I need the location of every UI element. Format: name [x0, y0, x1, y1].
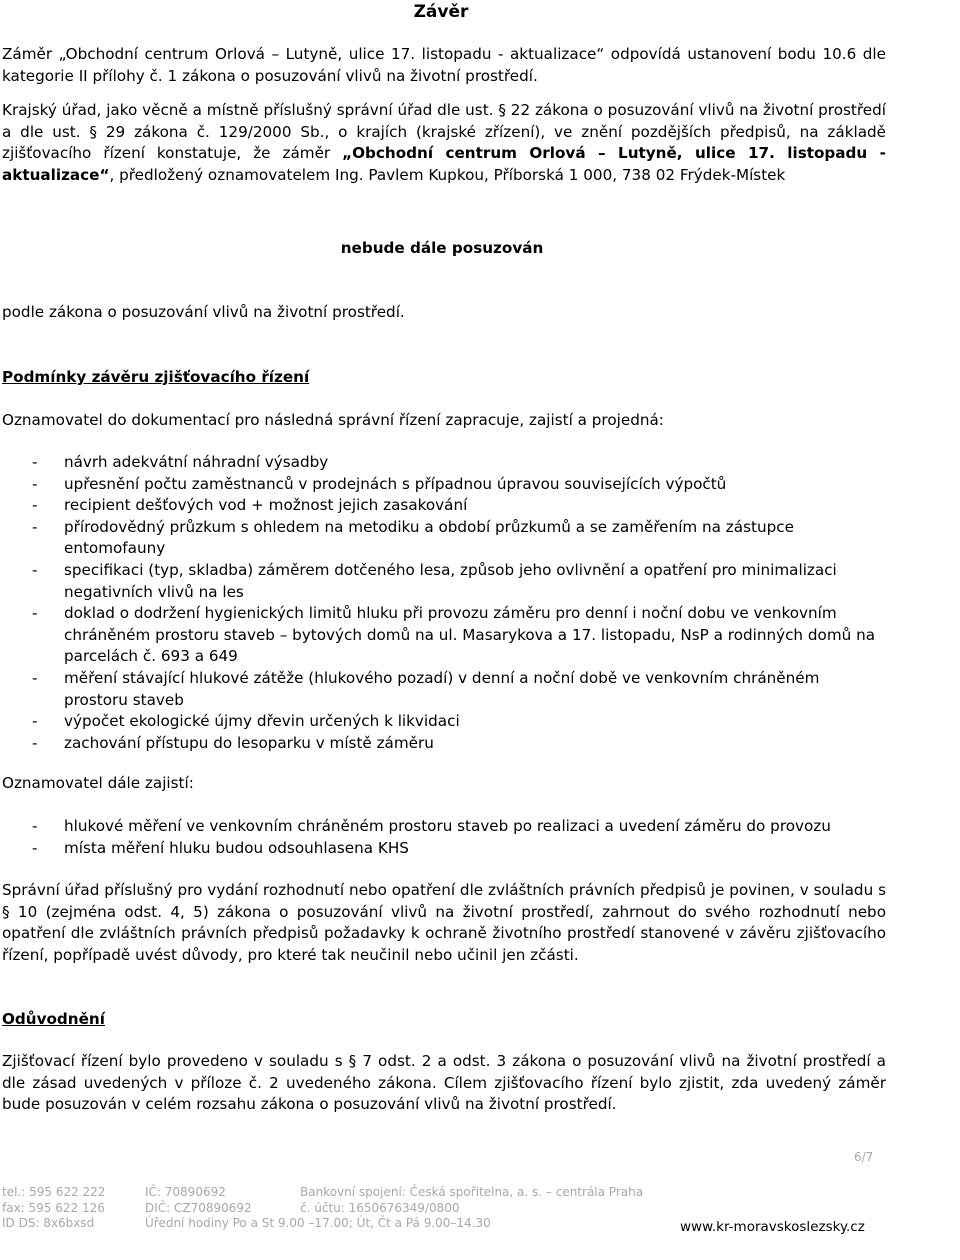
page-title: Závěr: [413, 2, 469, 22]
justification-heading: Odůvodnění: [2, 1010, 105, 1028]
footer-contact: [2, 1185, 105, 1232]
page-number: 6/7: [854, 1150, 874, 1164]
footer-dic: DIČ: CZ70890692: [145, 1200, 252, 1215]
conditions-lead-2: Oznamovatel dále zajistí:: [2, 774, 194, 792]
list-item-text: přírodovědný průzkum s ohledem na metodiku a období průzkumů a se zaměřením na zástupce entomofauny: [64, 517, 794, 558]
list-item: - místa měření hluku budou odsouhlasena KHS: [32, 838, 409, 857]
list-item: - přírodovědný průzkum s ohledem na metodiku a období průzkumů a se zaměřením na zástupce entomofauny: [32, 517, 794, 558]
intro-text-a: Krajský úřad, jako věcně a místně příslušný správní úřad dle ust. § 22 zákona o posuzování vlivů na životní prostředí a dle ust. § 29 zákona č. 129/2000 Sb., o krajích (krajské zřízení), ve znění pozdějších předpisů, na základě zjišťovacího řízení konstatuje, že záměr: [2, 101, 886, 163]
list-item-text: upřesnění počtu zaměstnanců v prodejnách s případnou úpravou souvisejících výpočtů: [64, 474, 727, 493]
intro-text-b: , předložený oznamovatelem Ing. Pavlem Kupkou, Příborská 1 000, 738 02 Frýdek-Místek: [109, 165, 786, 184]
footer-bank: [300, 1185, 643, 1216]
list-item-text: návrh adekvátní náhradní výsadby: [64, 453, 329, 471]
footer-office-hours: Úřední hodiny Po a St 9.00 –17.00; Út, Čt a Pá 9.00–14.30: [145, 1216, 491, 1230]
list-item: - zachování přístupu do lesoparku v místě záměru: [32, 733, 434, 752]
authority-paragraph: Správní úřad příslušný pro vydání rozhodnutí nebo opatření dle zvláštních právních předpisů je povinen, v souladu s § 10 (zejména odst. 4, 5) zákona o posuzování vlivů na životní prostředí, zahrnout do svého rozhodnutí nebo opatření dle zvláštních právních předpisů požadavky k ochraně životního prostředí stanovené v závěru zjišťovacího řízení, popřípadě uvést důvody, pro které tak neučinil nebo učinil jen zčásti.: [2, 881, 886, 964]
list-item-text: měření stávající hlukové zátěže (hlukového pozadí) v denní a noční době ve venkovním chráněném prostoru staveb: [64, 668, 820, 709]
conditions-list-2: [2, 816, 886, 859]
footer-account: č. účtu: 1650676349/0800: [300, 1200, 460, 1215]
list-item-text: místa měření hluku budou odsouhlasena KHS: [64, 838, 409, 857]
list-item: - návrh adekvátní náhradní výsadby: [32, 453, 329, 471]
list-item-text: recipient dešťových vod + možnost jejich zasakování: [64, 496, 468, 515]
footer-data-box-id: ID DS: 8x6bxsd: [2, 1216, 95, 1230]
footer-bank-name: Bankovní spojení: Česká spořitelna, a. s. – centrála Praha: [300, 1185, 644, 1199]
decision-statement: nebude dále posuzován: [340, 239, 544, 257]
conditions-list: [2, 452, 886, 754]
intro-paragraph-1: Záměr „Obchodní centrum Orlová – Lutyně, ulice 17. listopadu - aktualizace“ odpovídá ustanovení bodu 10.6 dle kategorie II přílohy č. 1 zákona o posuzování vlivů na životní prostředí.: [2, 45, 886, 85]
list-item-text: zachování přístupu do lesoparku v místě záměru: [64, 733, 434, 752]
list-item-text: doklad o dodržení hygienických limitů hluku při provozu záměru pro denní i noční dobu ve venkovním chráněném prostoru staveb – bytových domů na ul. Masarykova a 17. listopadu, NsP a rodinných domů na parcelách č. 693 a 649: [64, 604, 876, 666]
footer-website-link[interactable]: www.kr-moravskoslezsky.cz: [680, 1219, 865, 1235]
list-item-text: výpočet ekologické újmy dřevin určených k likvidaci: [64, 712, 460, 731]
conditions-lead: Oznamovatel do dokumentací pro následná správní řízení zapracuje, zajistí a projedná:: [2, 411, 664, 429]
list-item: - recipient dešťových vod + možnost jejich zasakování: [32, 496, 468, 515]
footer-fax: fax: 595 622 126: [2, 1200, 105, 1215]
decision-tail: podle zákona o posuzování vlivů na životní prostředí.: [2, 303, 405, 321]
list-item: - měření stávající hlukové zátěže (hlukového pozadí) v denní a noční době ve venkovním chráněném prostoru staveb: [32, 668, 820, 709]
justification-paragraph: Zjišťovací řízení bylo provedeno v souladu s § 7 odst. 2 a odst. 3 zákona o posuzování vlivů na životní prostředí a dle zásad uvedených v příloze č. 2 uvedeného zákona. Cílem zjišťovacího řízení bylo zjistit, zda uvedený záměr bude posuzován v celém rozsahu zákona o posuzování vlivů na životní prostředí.: [2, 1052, 886, 1114]
list-item: - specifikaci (typ, skladba) záměrem dotčeného lesa, způsob jeho ovlivnění a opatření pro minimalizaci negativních vlivů na les: [32, 560, 837, 601]
list-item: - hlukové měření ve venkovním chráněném prostoru staveb po realizaci a uvedení záměru do provozu: [32, 817, 831, 835]
intro-paragraph-2: [2, 100, 886, 186]
footer-ic: IČ: 70890692: [145, 1185, 226, 1199]
list-item: - doklad o dodržení hygienických limitů hluku při provozu záměru pro denní i noční dobu ve venkovním chráněném prostoru staveb – bytových domů na ul. Masarykova a 17. listopadu, NsP a rodinných domů na parcelách č. 693 a 649: [32, 604, 876, 666]
list-item-text: specifikaci (typ, skladba) záměrem dotčeného lesa, způsob jeho ovlivnění a opatření pro minimalizaci negativních vlivů na les: [64, 560, 837, 601]
list-item: - výpočet ekologické újmy dřevin určených k likvidaci: [32, 712, 460, 731]
conditions-heading: Podmínky závěru zjišťovacího řízení: [2, 368, 310, 386]
list-item: - upřesnění počtu zaměstnanců v prodejnách s případnou úpravou souvisejících výpočtů: [32, 474, 727, 493]
project-name: „Obchodní centrum Orlová – Lutyně, ulice 17. listopadu - aktualizace“: [2, 144, 886, 184]
list-item-text: hlukové měření ve venkovním chráněném prostoru staveb po realizaci a uvedení záměru do provozu: [64, 817, 831, 835]
footer-phone: tel.: 595 622 222: [2, 1185, 106, 1199]
